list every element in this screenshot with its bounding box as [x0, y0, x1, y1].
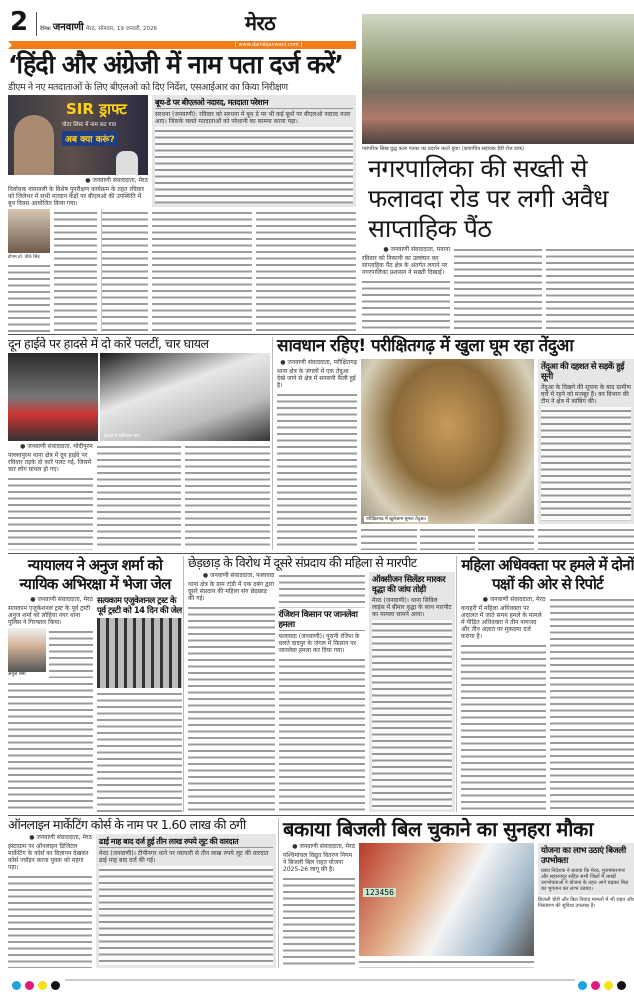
story6	[183, 556, 455, 812]
dateline: मेरठ, सोमवार, 19 जनवरी, 2026	[86, 26, 157, 32]
story3	[8, 337, 270, 550]
meter-reading: 123456	[365, 888, 394, 898]
story9-lead: इंस्टाग्राम पर ऑनलाइन डिजिटल मार्केटिंग के कोर्स का विज्ञापन देखकर कोर्स ज्वॉइन करना युवक को महंगा पड़ा।	[8, 843, 89, 872]
scheme-side-headline: योजना का लाभ उठाएं बिजली उपभोक्ता	[541, 846, 626, 866]
story1-headline: ‘हिंदी और अंग्रेजी में नाम पता दर्ज करें’	[8, 50, 343, 79]
anuj-photo-caption: अनुज शर्मा	[8, 672, 26, 677]
story10-lead: पश्चिमांचल विद्युत वितरण निगम ने बिजली बिल राहत योजना 2025-26 लागू की है।	[283, 852, 353, 873]
scheme-side-text: प्रबंध निदेशक ने बताया कि मेरठ, मुजफ्फरनगर और सहारनपुर सहित सभी जिलों में लाखों उपभोक्ताओं ने योजना के तहत आगे बढ़कर बिल का भुगतान कर लाभ उठाया।	[541, 868, 629, 892]
jail-photo	[97, 618, 182, 688]
story3-lead: पल्लवपुरम थाना क्षेत्र में दून हाईवे पर रविवार तड़के दो कारें पलट गईं, जिसमें चार लोग घायल हो गए।	[8, 452, 92, 474]
dm-photo-caption: डीएम डॉ. वीके सिंह	[8, 254, 40, 260]
story5	[8, 556, 182, 812]
story1-subhead: डीएम ने नए मतदाताओं के लिए बीएलओ को दिए निर्देश, एसआईआर का किया निरीक्षण	[8, 81, 288, 93]
sir-graphic	[8, 95, 148, 175]
sir-title: SIR ड्राफ्ट	[66, 99, 127, 118]
story7-lead: मेरठ (जनवाणी)। थाना सिविल लाइंस में बीमार वृद्धा के साथ मारपीट का मामला सामने आया।	[372, 597, 452, 619]
story1	[8, 51, 356, 332]
orange-rule	[8, 41, 356, 49]
story9-headline: ऑनलाइन मार्केटिंग कोर्स के नाम पर 1.60 लाख की ठगी	[8, 817, 246, 832]
section-title: मेरठ	[245, 11, 276, 35]
story5-box-headline: सत्यकाम एजुकेशनल ट्रस्ट के पूर्व ट्रस्टी को 14 दिन की जेल	[97, 596, 182, 616]
story5-byline: ● जनवाणी संवाददाता, मेरठ	[30, 596, 93, 603]
leopard-caption: परीक्षितगढ़ में खुलेआम घूमता तेंदुआ।	[366, 517, 427, 522]
story10-headline: बकाया बिजली बिल चुकाने का सुनहरा मौका	[283, 817, 594, 841]
registration-marks-right	[576, 975, 628, 994]
anuj-photo	[8, 628, 46, 672]
story10-byline: ● जनवाणी संवाददाता, मेरठ	[292, 843, 355, 850]
gatka-caption: पारंपरिक सिख युद्ध कला गतका का प्रदर्शन करते युवा। (छायाचित्र सहायक हैडी रोज डाक)	[362, 146, 524, 152]
leopard-sidebox	[538, 359, 634, 524]
story2	[362, 14, 634, 332]
car-photo-caption: हादसे में क्षतिग्रस्त कार	[104, 434, 141, 440]
story9	[8, 818, 276, 968]
story1-sidebox	[152, 95, 356, 207]
leopard-side-headline: तेंदुआ की दहशत से सड़कें हुई सूनी	[541, 361, 624, 382]
dm-photo	[8, 209, 50, 253]
story8-lead: कचहरी में महिला अधिवक्ता पर अदालत में जाते समय हमले के मामले में पीड़ित अधिवक्ता ने तीन नामजद और तीन अज्ञात पर मुकदमा दर्ज कराया है।	[461, 605, 542, 640]
story4-headline: सावधान रहिए! परीक्षितगढ़ में खुला घूम रहा तेंदुआ	[277, 336, 574, 356]
oxygen-sidebox	[369, 572, 455, 812]
story9-box-headline: ढाई माह बाद दर्ज हुई तीन लाख रुपये लूट की वारदात	[99, 837, 273, 847]
loot-sidebox	[96, 834, 276, 968]
story9-byline: ● जनवाणी संवाददाता, मेरठ	[29, 834, 92, 842]
car-photo-2	[100, 353, 270, 441]
page-number: 2	[10, 7, 28, 37]
story3-headline: दून हाईवे पर हादसे में दो कारें पलटीं, चार घायल	[8, 336, 209, 351]
story5-lead: सत्यकाम एजुकेशनल ट्रस्ट के पूर्व ट्रस्टी अनुज शर्मा को लोहिया नगर थाना पुलिस ने गिरफ्तार किया।	[8, 605, 91, 626]
story1-byline: ● जनवाणी संवाददाता, मेरठ	[85, 176, 148, 184]
story3-byline: ● जनवाणी संवाददाता, मोदीपुरम	[20, 443, 93, 451]
story6-sub-headline: रंजिशन किसान पर जानलेवा हमला	[279, 610, 366, 631]
story6-lead: थाना क्षेत्र के ग्राम टांडी में एक दबंग द्वारा दूसरे संप्रदाय की महिला संग छेड़छाड़ की गई।	[188, 581, 275, 603]
paper-title: जनवाणी	[52, 22, 84, 33]
sir-line: वोटर लिस्ट में नाम कट गया	[62, 121, 117, 128]
story5-headline: न्यायालय ने अनुज शर्मा को न्यायिक अभिरक्षा में भेजा जेल	[19, 556, 171, 593]
site-url[interactable]: [ www.dainikjanwani.com ]	[235, 42, 303, 48]
car-photo-1	[8, 353, 98, 441]
story7-headline: ऑक्सीजन सिलेंडर मारकर वृद्धा की जांघ तोड़ी	[372, 575, 446, 596]
story8	[456, 556, 634, 812]
story2-byline: ● जनवाणी संवाददाता, मवाना	[383, 246, 450, 253]
story8-byline: ● जनवाणी संवाददाता, मेरठ	[482, 596, 546, 603]
story6-byline: ● जनवाणी संवाददाता, फलावदा	[202, 572, 275, 580]
story10-tail: बिजली चोरी और बिल विवाद मामलों में भी राहत और निस्तारण की सुविधा उपलब्ध है।	[538, 897, 634, 909]
story4-byline: ● जनवाणी संवाददाता, परीक्षितगढ़	[280, 358, 357, 366]
sidebox-headline: बूथ-डे पर बीएलओ नदारद, मतदाता परेशान	[155, 98, 353, 109]
story9-box-lead: मेरठ (जनवाणी)। टीपीनगर थाने पर व्यापारी से तीन लाख रुपये लूट की वारदात ढाई माह बाद दर्ज की गई।	[99, 849, 269, 864]
story4-lead: थाना क्षेत्र के जंगलों में एक तेंदुआ देखे जाने से क्षेत्र में सनसनी फैली हुई है।	[277, 367, 356, 389]
story1-lead: निर्वाचक नामावली के विशेष पुनरीक्षण कार्यक्रम के तहत रविवार को जिलेभर में सभी मतदान केंद्रों पर बीएलओ की उपस्थिति में बूथ दिवस आयोजित किया गया।	[8, 185, 145, 207]
gatka-photo	[362, 14, 634, 144]
scheme-sidebox	[538, 843, 634, 895]
story10	[278, 818, 634, 968]
leopard-side-text: तेंदुआ के दिखने की सूचना के बाद ग्रामीण घरों में रहने को मजबूर हैं। वन विभाग की टीम ने क्षेत्र में कांबिंग की।	[541, 383, 631, 405]
story8-headline: महिला अधिवक्ता पर हमले में दोनों पक्षों की ओर से रिपोर्ट	[461, 556, 634, 593]
paper-name	[40, 19, 157, 33]
leopard-photo	[361, 359, 534, 524]
paper-prefix: दैनिक	[40, 26, 51, 32]
sidebox-lead: सरधना (जनवाणी): रविवार को सरधना में बूथ डे पर भी कई बूथों पर बीएलओ नदारद नजर आए। जिसके चलते मतदाताओं को परेशानी का सामना करना पड़ा।	[155, 110, 351, 125]
registration-marks-left	[10, 975, 62, 994]
story2-headline: नगरपालिका की सख्ती से फलावदा रोड पर लगी अवैध साप्ताहिक पैंठ	[368, 154, 609, 243]
sir-question: अब क्या करूं?	[62, 131, 118, 146]
story2-lead: रविवार को निकायी का उल्लंघन कर साप्ताहिक पैंठ क्षेत्र के अंतर्गत लगाने पर नगरपालिका प्रशासन ने सख्ती दिखाई।	[362, 255, 448, 276]
story6-sub-lead: फलावदा (जनवाणी)। पुरानी रंजिश के चलते दादपुर के जंगल में किसान पर जानलेवा हमला कर दिया गया।	[278, 633, 360, 655]
electricity-bill-photo	[359, 843, 534, 956]
story4	[272, 337, 634, 550]
story6-headline: छेड़छाड़ के विरोध में दूसरे संप्रदाय की महिला से मारपीट	[188, 555, 417, 570]
